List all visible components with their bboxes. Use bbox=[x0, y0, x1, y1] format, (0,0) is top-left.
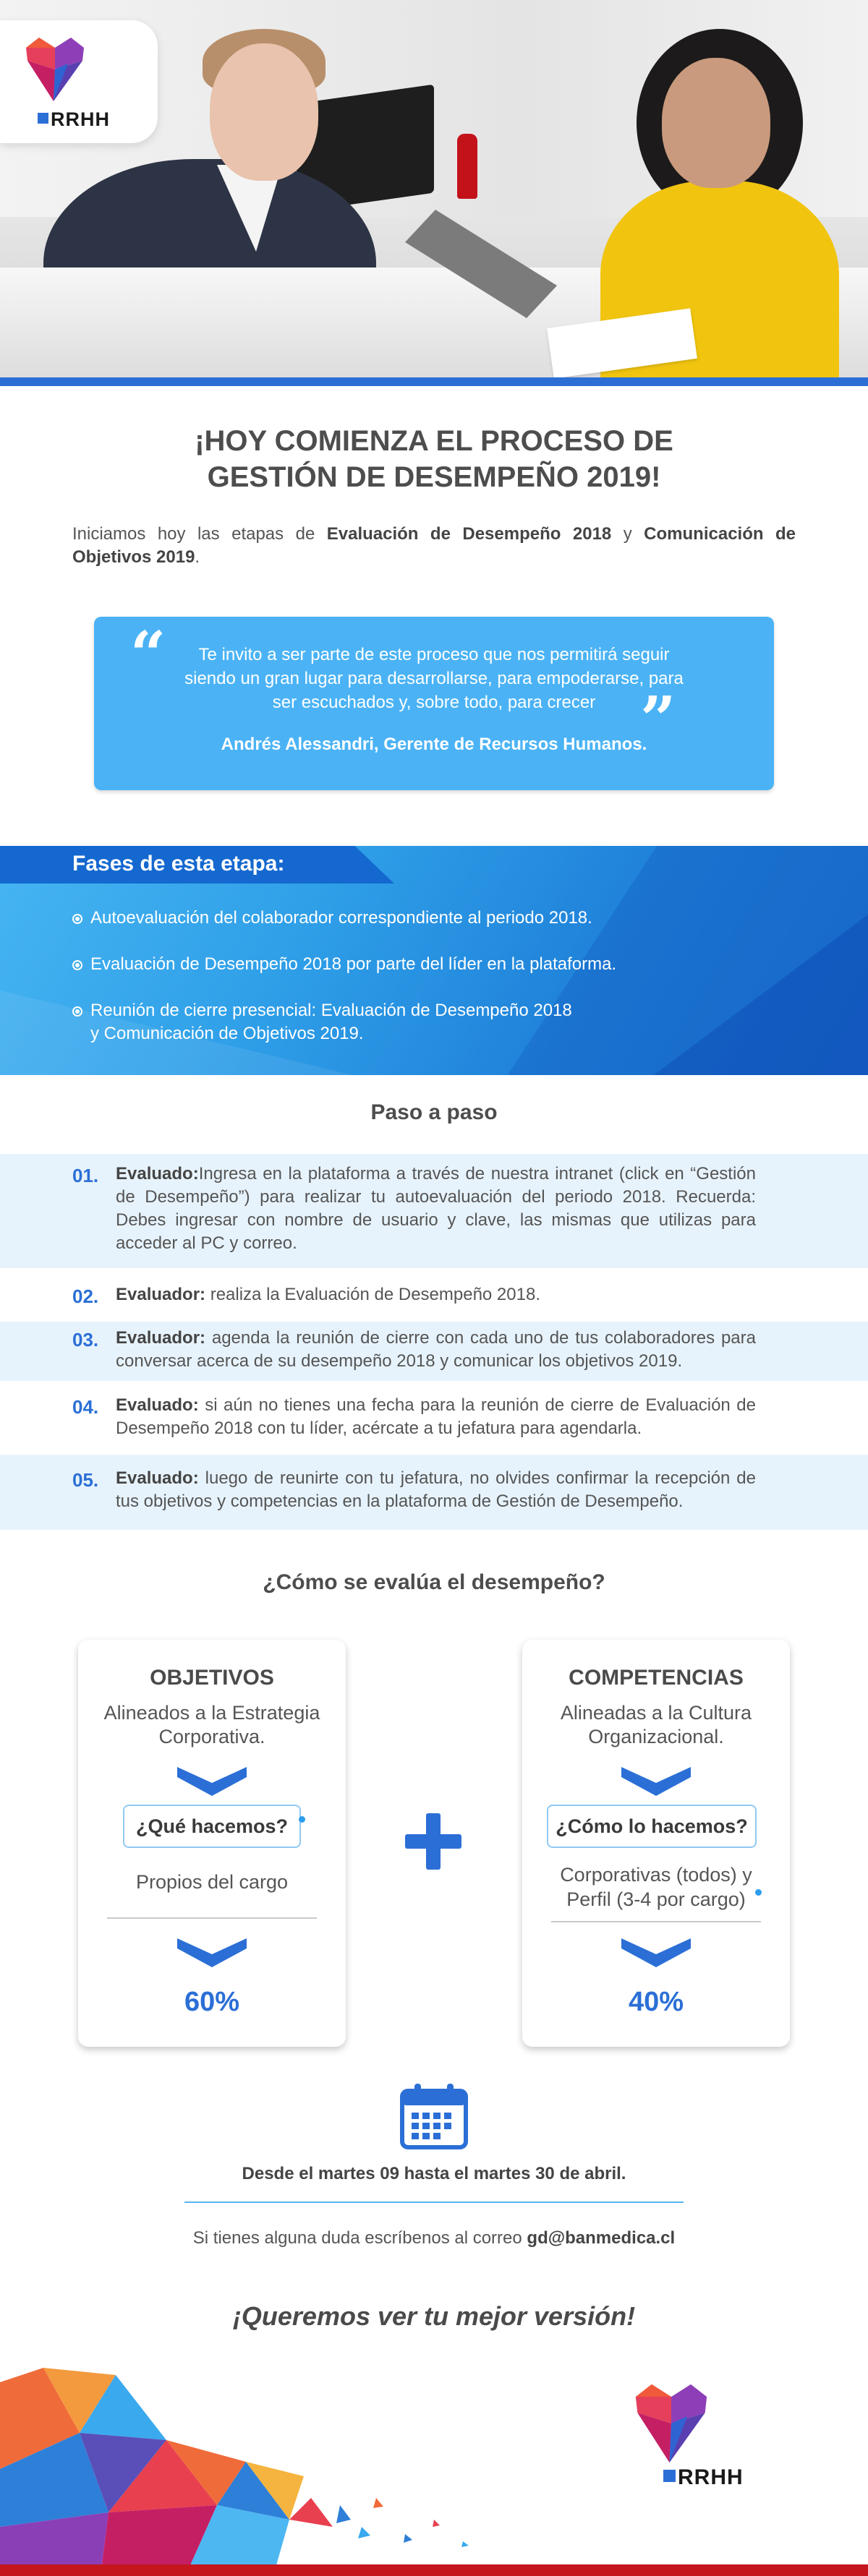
intro-bold-comunicacion: Comunicación de Objetivos 2019 bbox=[72, 524, 796, 567]
polygon-decoration bbox=[0, 2353, 506, 2570]
hero-divider bbox=[0, 377, 868, 386]
step-number: 02. bbox=[72, 1285, 99, 1307]
objetivos-card bbox=[78, 1640, 346, 2047]
close-quote-icon: ” bbox=[640, 683, 676, 756]
step-row: 01. Evaluado:Ingresa en la plataforma a través de nuestra intranet (click en “Gestión de Desempeño”) para realizar tu autoevaluación del periodo 2018. Recuerda: Debes ingresar con nombre de usuario y clave, las mismas que utilizas para acceder al PC y correo. bbox=[0, 1154, 868, 1268]
step-row: 03. Evaluador: agenda la reunión de cierre con cada uno de tus colaboradores para conversar acerca de su desempeño 2018 y comunicar los objetivos 2019. bbox=[0, 1322, 868, 1381]
paso-title: Paso a paso bbox=[370, 1100, 498, 1124]
step-number: 03. bbox=[72, 1329, 99, 1351]
step-number: 04. bbox=[72, 1396, 99, 1418]
chevron-down-icon bbox=[177, 1938, 247, 1967]
card-divider bbox=[107, 1917, 317, 1919]
footer-bar bbox=[0, 2564, 868, 2576]
schedule-dates: Desde el martes 09 hasta el martes 30 de abril. bbox=[242, 2164, 626, 2183]
bullet-icon bbox=[72, 914, 82, 924]
step-role: Evaluado: bbox=[116, 1164, 199, 1184]
page-title bbox=[0, 423, 868, 495]
card-percentage: 60% bbox=[184, 1987, 240, 2017]
dot-icon bbox=[755, 1889, 762, 1896]
fases-title: Fases de esta etapa: bbox=[72, 852, 285, 876]
bullet-icon bbox=[72, 960, 82, 970]
step-row: 04. Evaluado: si aún no tienes una fecha para la reunión de cierre de Evaluación de Desempeño 2018 con tu líder, acércate a tu jefatura para agendarla. bbox=[72, 1395, 756, 1438]
open-quote-icon: “ bbox=[130, 618, 166, 691]
title-line-2: GESTIÓN DE DESEMPEÑO 2019! bbox=[207, 461, 661, 493]
title-line-1: ¡HOY COMIENZA EL PROCESO DE bbox=[195, 425, 673, 457]
card-divider bbox=[551, 1921, 761, 1922]
logo-text: RRHH bbox=[51, 108, 110, 130]
quote-box bbox=[94, 617, 774, 790]
quote-author: Andrés Alessandri, Gerente de Recursos Humanos. bbox=[221, 735, 647, 754]
step-role: Evaluador: bbox=[116, 1328, 206, 1348]
bullet-icon bbox=[72, 1006, 82, 1017]
footer-logo-text: RRHH bbox=[678, 2465, 744, 2489]
step-number: 01. bbox=[72, 1165, 99, 1186]
card-description: Propios del cargo bbox=[135, 1871, 289, 1893]
plus-icon bbox=[405, 1813, 461, 1870]
step-row: 05. Evaluado: luego de reunirte con tu jefatura, no olvides confirmar la recepción de tus objetivos y competencias en la plataforma de Gestión de Desempeño. bbox=[0, 1455, 868, 1530]
card-heading: COMPETENCIAS bbox=[569, 1666, 744, 1690]
intro-bold-evaluacion: Evaluación de Desempeño 2018 bbox=[326, 524, 612, 544]
header-logo-card bbox=[0, 20, 158, 143]
step-row: 02. Evaluador: realiza la Evaluación de Desempeño 2018. bbox=[72, 1285, 540, 1307]
step-role: Evaluador: bbox=[116, 1285, 206, 1304]
footer-heart-logo-icon bbox=[634, 2381, 709, 2466]
quote-text: Te invito a ser parte de este proceso que nos permitirá seguir siendo un gran lugar para desarrollarse, para empoderarse, para ser escuchados y, sobre todo, para crecer bbox=[184, 645, 684, 712]
step-number: 05. bbox=[72, 1469, 99, 1491]
question-pill: ¿Cómo lo hacemos? bbox=[547, 1805, 757, 1848]
heart-logo-icon bbox=[25, 35, 85, 104]
divider bbox=[184, 2201, 684, 2203]
footer-logo-square bbox=[663, 2470, 676, 2482]
intro-paragraph: Iniciamos hoy las etapas de Evaluación de Desempeño 2018 y Comunicación de Objetivos 2019. bbox=[72, 524, 796, 567]
chevron-down-icon bbox=[621, 1938, 691, 1967]
card-description: Corporativas (todos) y Perfil (3-4 por cargo) bbox=[560, 1864, 752, 1910]
evaluacion-title: ¿Cómo se evalúa el desempeño? bbox=[263, 1570, 605, 1594]
question-pill: ¿Qué hacemos? bbox=[123, 1805, 301, 1848]
calendar-icon bbox=[400, 2082, 468, 2150]
step-role: Evaluado: bbox=[116, 1395, 199, 1415]
newsletter: RRHH ¡HOY COMIENZA EL PROCESO DE GESTIÓN DE DESEMPEÑO 2019! Iniciamos hoy las etapas de Evaluación de Desempeño 2018 y Comunicación de Objetivos 2019. “ Te invito a ser parte de este proceso que nos permitirá seguir siendo un gran lugar para desarrollarse, para empoderarse, para ser escuchados y, sobre todo, para crecer ” Andrés Alessandri, Gerente de Recursos Humanos. Fases de esta etapa: Autoevaluación del colaborador correspondiente al periodo 2018. Evaluación de Desempeño 2018 por parte del líder en la plataforma. Reunión de cierre presencial: Evaluación de Desempeño 2018 y Comunicación de Objetivos 2019. Paso a paso 01. Evaluado:Ingresa en la plataforma a través de nuestra intranet (click en “Gestión de Desempeño”) para realizar tu autoevaluación del periodo 2018. Recuerda: Debes ingresar con nombre de usuario y clave, las mismas que utilizas para acceder al PC y correo. 02. Evaluador: realiza la Evaluación de Desempeño 2018. 03. Evaluador: agenda la reunión de cierre con cada uno de tus colaboradores para conversar acerca de su desempeño 2018 y comunicar los objetivos 2019. 04. Evaluado: si aún no tienes una fecha para la reunión de cierre de Evaluación de Desempeño 2018 con tu líder, acércate a tu jefatura para agendarla. 05. Evaluado: luego de reunirte con tu jefatura, no olvides confirmar la recepción de tus objetivos y competencias en la plataforma de Gestión de Desempeño. ¿Cómo se evalúa el desempeño? OBJETIVOS Alineados a la Estrategia Corporativa. ¿Qué hacemos? Propios del cargo 60% COMPETENCIAS Alineadas a la Cultura Organizacional. ¿Cómo lo hacemos? Corporativas (todos) y Perfil (3-4 por cargo) 40% Desde el martes 09 hasta el martes 30 de abril. Si tienes alguna duda escríbenos al correo gd@banmedica.cl ¡Queremos ver tu mejor versión! RRHH bbox=[0, 0, 868, 2576]
step-role: Evaluado: bbox=[116, 1468, 199, 1488]
card-subtitle: Alineadas a la Cultura Organizacional. bbox=[560, 1702, 752, 1747]
competencias-card bbox=[522, 1640, 790, 2047]
card-heading: OBJETIVOS bbox=[150, 1666, 274, 1690]
logo-square bbox=[38, 113, 48, 124]
card-subtitle: Alineados a la Estrategia Corporativa. bbox=[103, 1702, 320, 1747]
chevron-down-icon bbox=[177, 1767, 247, 1796]
card-percentage: 40% bbox=[628, 1987, 684, 2017]
contact-line: Si tienes alguna duda escríbenos al correo gd@banmedica.cl bbox=[192, 2228, 676, 2248]
chevron-down-icon bbox=[621, 1767, 691, 1796]
contact-email-link[interactable]: gd@banmedica.cl bbox=[527, 2228, 676, 2248]
closing-message: ¡Queremos ver tu mejor versión! bbox=[232, 2301, 636, 2331]
